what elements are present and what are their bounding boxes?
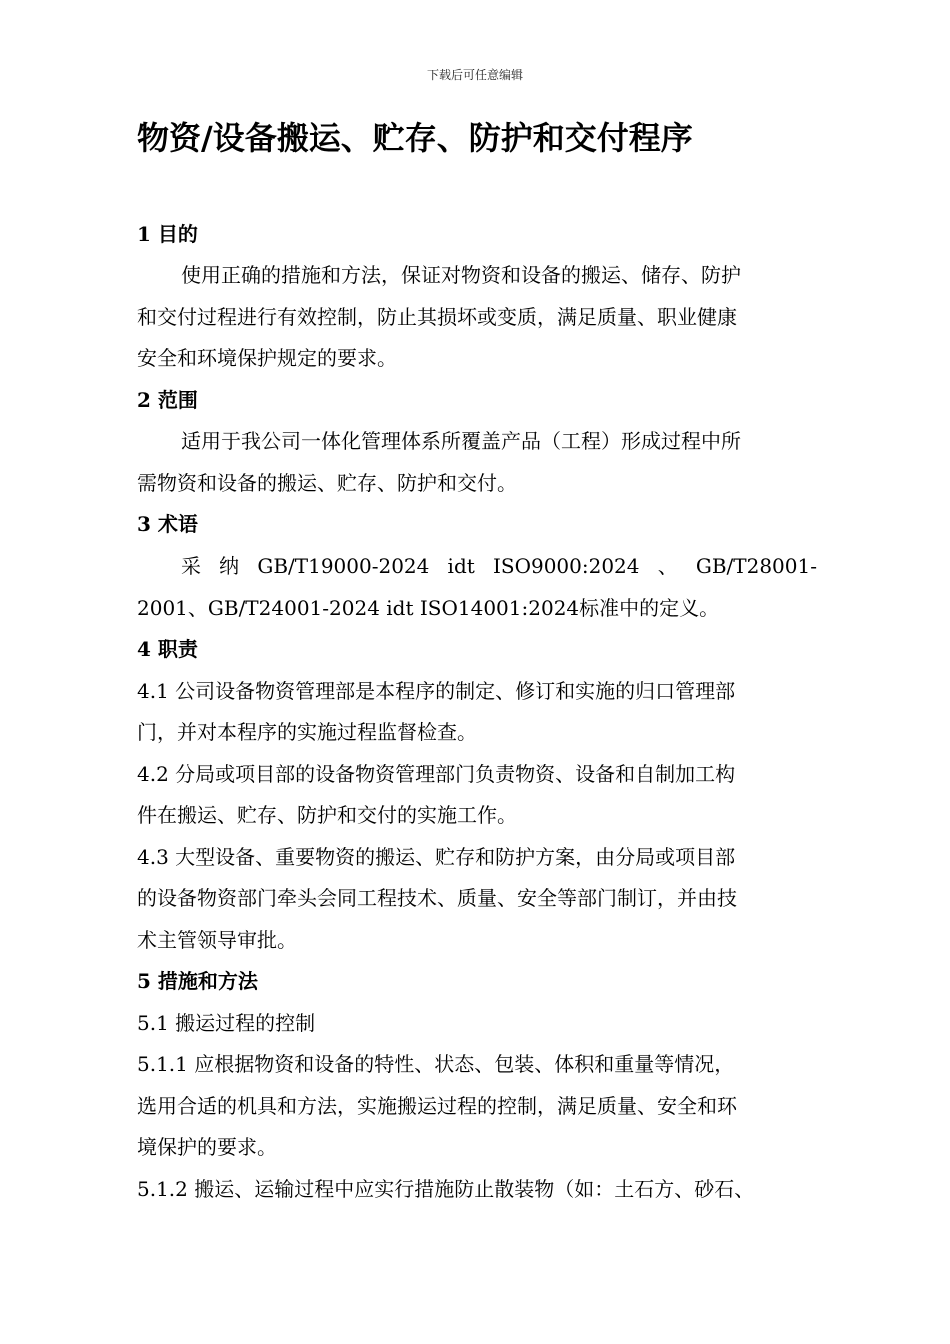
paragraph-line: 选用合适的机具和方法，实施搬运过程的控制，满足质量、安全和环 <box>137 1094 737 1118</box>
paragraph-line: 件在搬运、贮存、防护和交付的实施工作。 <box>137 803 517 827</box>
paragraph-line: 4.1 公司设备物资管理部是本程序的制定、修订和实施的归口管理部 <box>137 679 736 703</box>
section-heading-purpose: 1 目的 <box>137 222 198 246</box>
text-token: 采 <box>181 554 201 578</box>
text-token: 纳 <box>219 554 240 578</box>
paragraph-line: 适用于我公司一体化管理体系所覆盖产品（工程）形成过程中所 <box>181 429 741 453</box>
page-header: 下载后可任意编辑 <box>426 68 523 82</box>
paragraph-line: 安全和环境保护规定的要求。 <box>137 346 397 370</box>
section-heading-measures: 5 措施和方法 <box>137 969 258 993</box>
paragraph-line: 5.1.1 应根据物资和设备的特性、状态、包装、体积和重量等情况， <box>137 1052 735 1076</box>
paragraph-line: 4.2 分局或项目部的设备物资管理部门负责物资、设备和自制加工构 <box>137 762 736 786</box>
text-token: ISO9000:2024 <box>492 554 640 578</box>
text-token: idt <box>447 554 475 578</box>
section-heading-scope: 2 范围 <box>137 388 198 412</box>
paragraph-line: 境保护的要求。 <box>137 1135 277 1159</box>
section-heading-responsibilities: 4 职责 <box>137 637 198 661</box>
text-token: GB/T19000-2024 <box>257 554 430 578</box>
paragraph-line: 和交付过程进行有效控制，防止其损坏或变质，满足质量、职业健康 <box>137 305 737 329</box>
text-token: GB/T28001- <box>695 554 817 578</box>
paragraph-line: 2001、GB/T24001-2024 idt ISO14001:2024标准中的定义。 <box>137 596 720 620</box>
paragraph-line: 的设备物资部门牵头会同工程技术、质量、安全等部门制订，并由技 <box>137 886 737 910</box>
document-title: 物资/设备搬运、贮存、防护和交付程序 <box>137 119 693 157</box>
subsection-heading: 5.1 搬运过程的控制 <box>137 1011 316 1035</box>
paragraph-line: 门，并对本程序的实施过程监督检查。 <box>137 720 477 744</box>
paragraph-line: 4.3 大型设备、重要物资的搬运、贮存和防护方案，由分局或项目部 <box>137 845 736 869</box>
paragraph-line: 需物资和设备的搬运、贮存、防护和交付。 <box>137 471 517 495</box>
paragraph-line: 5.1.2 搬运、运输过程中应实行措施防止散装物（如：土石方、砂石、 <box>137 1177 755 1201</box>
paragraph-line: 使用正确的措施和方法，保证对物资和设备的搬运、储存、防护 <box>181 263 741 287</box>
paragraph-line-justified <box>181 552 817 580</box>
text-token: 、 <box>657 554 678 578</box>
section-heading-terms: 3 术语 <box>137 512 198 536</box>
paragraph-line: 术主管领导审批。 <box>137 928 297 952</box>
